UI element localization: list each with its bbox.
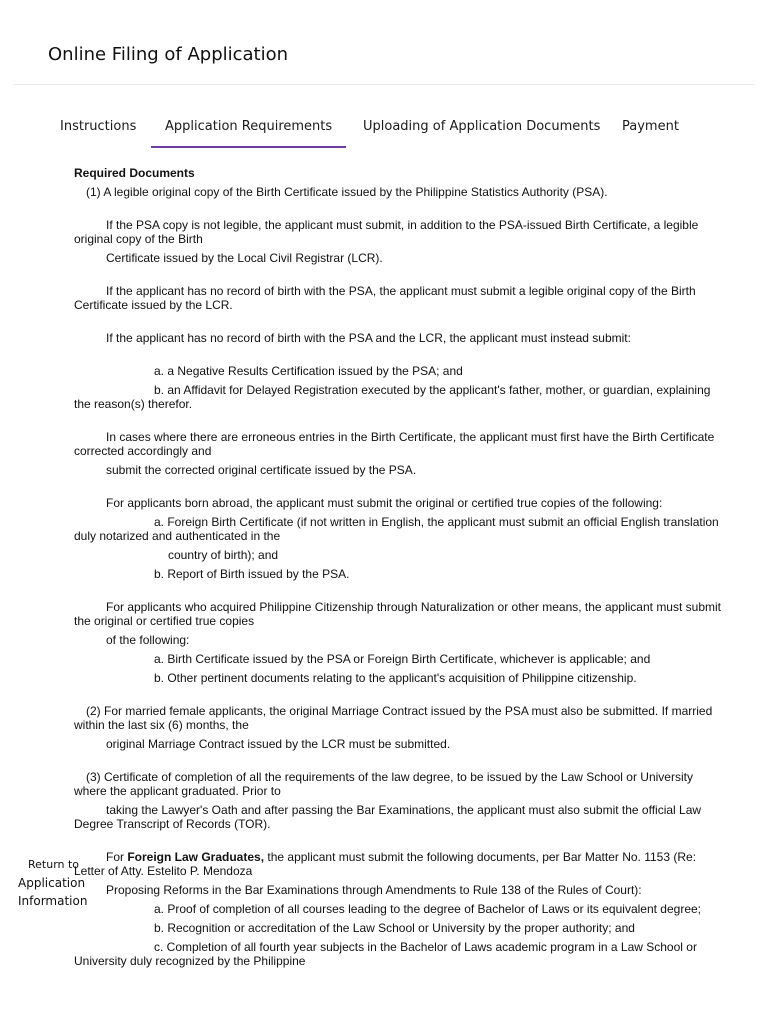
requirement-1-note-i: of the following:: [106, 633, 190, 647]
tab-uploading-documents[interactable]: Uploading of Application Documents: [363, 119, 601, 134]
requirements-content: [74, 166, 768, 968]
tab-application-requirements[interactable]: Application Requirements: [151, 110, 346, 148]
list-item-continuation: country of birth); and: [168, 548, 279, 562]
foreign-graduates-label: Foreign Law Graduates,: [127, 850, 265, 864]
requirement-3-note: taking the Lawyer's Oath and after passing the Bar Examinations, the applicant must also submit the official Law Degree Transcript of Records (TOR).: [74, 803, 702, 831]
list-item: b. Recognition or accreditation of the Law School or University by the proper authority; and: [154, 921, 635, 935]
requirement-1-note-b: Certificate issued by the Local Civil Registrar (LCR).: [106, 251, 383, 265]
foreign-graduates-note-b: Proposing Reforms in the Bar Examinations through Amendments to Rule 138 of the Rules of Court):: [106, 883, 642, 897]
return-to-application-info-link[interactable]: [18, 856, 98, 910]
requirement-1-note-c: If the applicant has no record of birth with the PSA, the applicant must submit a legible original copy of the Birth Certificate issued by the LCR.: [74, 284, 696, 312]
list-item: c. Completion of all fourth year subjects in the Bachelor of Laws academic program in a Law School or University duly recognized by the Philippine: [74, 940, 697, 968]
tab-bar: [0, 110, 768, 148]
requirement-1: (1) A legible original copy of the Birth Certificate issued by the Philippine Statistics Authority (PSA).: [86, 185, 608, 199]
list-item: b. Other pertinent documents relating to the applicant's acquisition of Philippine citizenship.: [154, 671, 637, 685]
page-title: Online Filing of Application: [48, 44, 289, 65]
tab-payment[interactable]: Payment: [622, 119, 679, 134]
requirement-2: (2) For married female applicants, the original Marriage Contract issued by the PSA must also be submitted. If married within the last six (6) months, the: [74, 704, 713, 732]
foreign-graduates-pre: For: [106, 850, 128, 864]
foreign-graduates-text: the applicant must submit the following documents, per Bar Matter No. 1153 (Re: Letter of Atty. Estelito P. Mendoza: [74, 850, 697, 878]
requirement-2-note: original Marriage Contract issued by the LCR must be submitted.: [106, 737, 451, 751]
requirement-3: (3) Certificate of completion of all the requirements of the law degree, to be issued by the Law School or University where the applicant graduated. Prior to: [74, 770, 693, 798]
foreign-graduates-note: [74, 850, 768, 878]
list-item: a. Proof of completion of all courses leading to the degree of Bachelor of Laws or its equivalent degree;: [154, 902, 701, 916]
return-link-line-3: Information: [18, 894, 88, 908]
requirement-1-note-h: For applicants who acquired Philippine Citizenship through Naturalization or other means, the applicant must submit the original or certified true copies: [74, 600, 721, 628]
return-link-line-1: Return to: [28, 858, 80, 871]
return-link-line-2: Application: [18, 876, 86, 890]
section-heading: Required Documents: [74, 166, 195, 180]
requirement-1-note-e: In cases where there are erroneous entries in the Birth Certificate, the applicant must first have the Birth Certificate corrected accordingly and: [74, 430, 715, 458]
list-item: a. Birth Certificate issued by the PSA or Foreign Birth Certificate, whichever is applicable; and: [154, 652, 651, 666]
requirement-1-note-f: submit the corrected original certificate issued by the PSA.: [106, 463, 417, 477]
tab-instructions[interactable]: Instructions: [60, 119, 137, 134]
requirement-1-note-g: For applicants born abroad, the applicant must submit the original or certified true copies of the following:: [106, 496, 663, 510]
list-item: a. Foreign Birth Certificate (if not written in English, the applicant must submit an official English translation duly notarized and authenticated in the: [74, 515, 719, 543]
list-item: b. an Affidavit for Delayed Registration executed by the applicant's father, mother, or guardian, explaining the reason(s) therefor.: [74, 383, 711, 411]
list-item: b. Report of Birth issued by the PSA.: [154, 567, 350, 581]
requirement-1-note-d: If the applicant has no record of birth with the PSA and the LCR, the applicant must instead submit:: [106, 331, 631, 345]
requirement-1-note-a: If the PSA copy is not legible, the applicant must submit, in addition to the PSA-issued Birth Certificate, a legible original copy of the Birth: [74, 218, 699, 246]
list-item: a. a Negative Results Certification issued by the PSA; and: [154, 364, 463, 378]
title-divider: [14, 84, 754, 85]
